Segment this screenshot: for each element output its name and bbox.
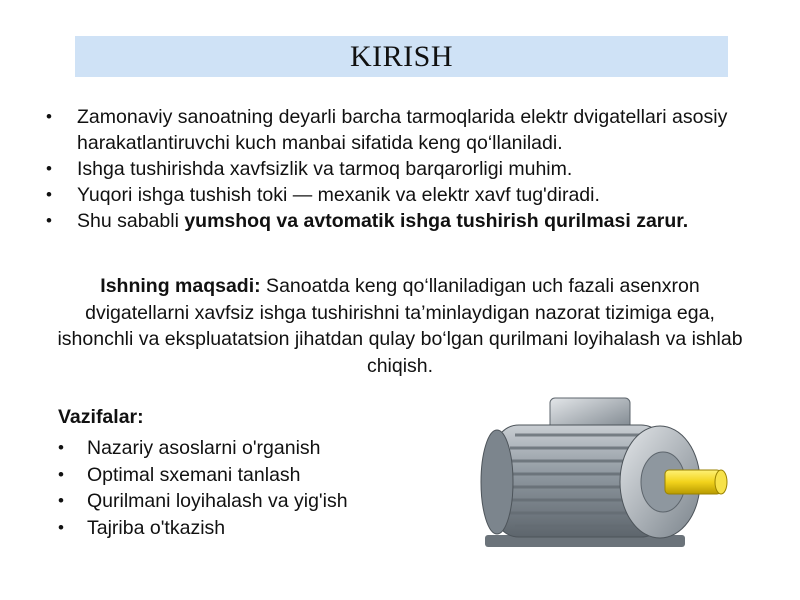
intro-bullet-list (44, 104, 784, 234)
intro-bullet-text: Zamonaviy sanoatning deyarli barcha tarmoqlarida elektr dvigatellari asosiy harakatlantiruvchi kuch manbai sifatida keng qo‘llaniladi. (77, 106, 728, 154)
intro-bullet-text: Yuqori ishga tushish toki — mexanik va elektr xavf tug'diradi. (77, 184, 600, 206)
bullet-icon: • (58, 464, 64, 484)
task-item-text: Qurilmani loyihalash va yig'ish (87, 490, 348, 512)
intro-bullet-emphasis: yumshoq va avtomatik ishga tushirish qurilmasi zarur. (184, 210, 689, 232)
intro-bullet (44, 208, 784, 234)
goal-paragraph (48, 273, 752, 379)
motor-shaft (665, 470, 721, 494)
task-item-text: Optimal sxemani tanlash (87, 463, 301, 486)
task-item-text: Nazariy asoslarni o'rganish (87, 437, 321, 459)
task-item (58, 515, 458, 542)
tasks-heading: Vazifalar: (58, 406, 144, 428)
title-banner (75, 36, 728, 77)
electric-motor-icon (455, 390, 755, 560)
task-item (58, 462, 458, 489)
shaft-end (715, 470, 727, 494)
bullet-icon: • (46, 159, 52, 178)
task-item-text: Tajriba o'tkazish (87, 516, 226, 539)
rear-cap (481, 430, 513, 534)
bullet-icon: • (46, 185, 52, 204)
intro-bullet-text: Shu sababli (77, 210, 185, 232)
goal-label: Ishning maqsadi: (100, 275, 261, 297)
bullet-icon: • (58, 517, 64, 537)
bullet-icon: • (46, 211, 52, 230)
bullet-icon: • (58, 491, 64, 510)
intro-bullet-text: Ishga tushirishda xavfsizlik va tarmoq barqarorligi muhim. (77, 158, 573, 180)
slide-title: KIRISH (349, 39, 453, 73)
bullet-icon: • (46, 107, 52, 126)
task-item (58, 435, 458, 462)
tasks-list (58, 435, 458, 541)
bullet-icon: • (58, 438, 64, 457)
intro-bullet (44, 156, 784, 182)
intro-bullet (44, 104, 784, 156)
task-item (58, 488, 458, 515)
goal-text: Sanoatda keng qo‘llaniladigan uch fazali asenxron dvigatellarni xavfsiz ishga tushirishni ta’minlaydigan nazorat tizimiga ega, ishonchli va ekspluatatsion jihatdan qulay bo‘lgan qurilmani loyihalash va ishlab chiqish. (57, 275, 743, 377)
intro-bullet (44, 182, 784, 208)
